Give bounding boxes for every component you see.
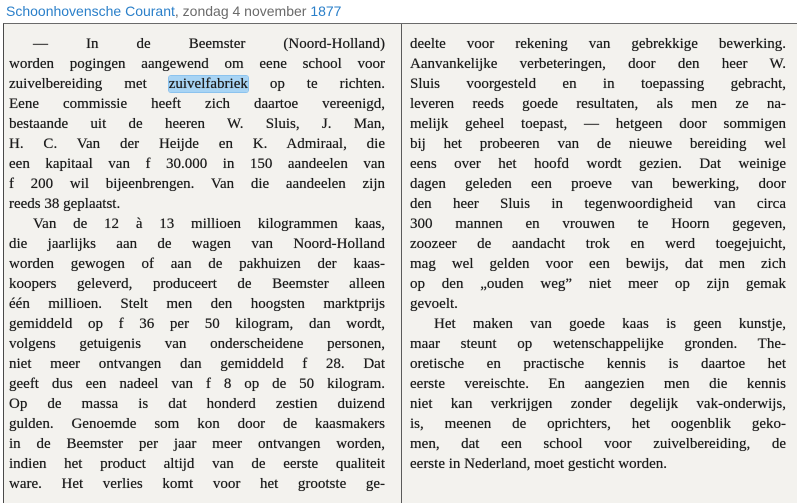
article-line: niet kan verkrijgen zonder degelijk vak-onderwijs, — [410, 396, 786, 412]
article-line: geeft dus een nadeel van f 8 op de 50 kilogram. — [9, 376, 385, 392]
article-line: oretische en practische kennis is daartoe het — [410, 356, 786, 372]
article-line: melijk geheel toepast, — hetgeen door sommigen — [410, 116, 786, 132]
article-line: worden pogingen aangewend om eene school voor — [9, 56, 385, 72]
year-link[interactable]: 1877 — [310, 3, 342, 19]
article-line: volgens getuigenis van onderscheidene personen, — [9, 336, 385, 352]
article-line: zoozeer de aandacht trok en werd toegejuicht, — [410, 236, 786, 252]
issue-date: , zondag 4 november — [174, 3, 311, 19]
newspaper-caption — [0, 0, 800, 22]
article-line: Op de massa is dat honderd zestien duizend — [9, 396, 385, 412]
article-line: maar steunt op wetenschappelijke gronden. The- — [410, 336, 786, 352]
article-line: Van de 12 à 13 millioen kilogrammen kaas, — [33, 216, 385, 232]
article-line: ware. Het verlies komt voor het grootste ge- — [9, 476, 385, 492]
article-column-left — [9, 34, 385, 494]
article-line: op den „ouden weg” niet meer op zijn gemak — [410, 276, 786, 292]
article-line: mag wel gelden voor een bewijs, dat men zich — [410, 256, 786, 272]
article-line: gemiddeld op f 36 per 50 kilogram, dan wordt, — [9, 316, 385, 332]
article-line: eerste in Nederland, moet gesticht worden. — [410, 456, 667, 472]
article-line: H. C. Van der Heijde en K. Admiraal, die — [9, 136, 385, 152]
article-line: niet meer ontvangen dan gemiddeld f 28. Dat — [9, 356, 385, 372]
article-line: is, meenen de oprichters, het oogenblik geko- — [410, 416, 786, 432]
article-line: dagen geleden een proeve van bewerking, door — [410, 176, 786, 192]
article-line: eens over het hoofd wordt gezien. Dat weinige — [410, 156, 786, 172]
article-line: koopers geleverd, produceert de Beemster alleen — [9, 276, 385, 292]
line-text: zuivelbereiding met — [9, 76, 169, 92]
article-line: deelte voor rekening van gebrekkige bewerking. — [410, 36, 786, 52]
article-line: gevoelt. — [410, 296, 458, 312]
article-line: Sluis voorgesteld en in toepassing gebracht, — [410, 76, 786, 92]
article-line: in de Beemster per jaar meer ontvangen worden, — [9, 436, 385, 452]
article-line: worden gewogen of aan de pakhuizen der kaas- — [9, 256, 385, 272]
article-line: 300 mannen en vrouwen te Hoorn gegeven, — [410, 216, 786, 232]
newspaper-scan[interactable] — [3, 23, 797, 503]
article-line: leveren reeds goede resultaten, als men ze na- — [410, 96, 786, 112]
newspaper-title-link[interactable]: Schoonhovensche Courant — [6, 3, 175, 19]
article-line: den heer Sluis in tegenwoordigheid van circa — [410, 196, 786, 212]
article-line: bij het probeeren van de nieuwe bereiding wel — [410, 136, 786, 152]
article-column-right — [410, 34, 786, 474]
article-line: die jaarlijks aan de wagen van Noord-Holland — [9, 236, 385, 252]
article-line: Het maken van goede kaas is geen kunstje, — [434, 316, 786, 332]
article-line: indien het product altijd van de eerste qualiteit — [9, 456, 385, 472]
search-term-highlight: zuivelfabriek — [168, 76, 248, 92]
line-text: op te richten. — [247, 76, 385, 92]
article-line: gulden. Genoemde som kon door de kaasmakers — [9, 416, 385, 432]
article-line: bestaande uit de heeren W. Sluis, J. Man, — [9, 116, 385, 132]
article-line: één millioen. Stelt men den hoogsten marktprijs — [9, 296, 385, 312]
article-line: een kapitaal van f 30.000 in 150 aandeelen van — [9, 156, 385, 172]
column-divider — [401, 24, 402, 503]
article-line: reeds 38 geplaatst. — [9, 196, 121, 212]
article-line: — In de Beemster (Noord-Holland) — [33, 36, 385, 52]
article-line: Aanvankelijke verbeteringen, door den heer W. — [410, 56, 786, 72]
article-line: men, dat een school voor zuivelbereiding, de — [410, 436, 786, 452]
article-line: Eene commissie heeft zich daartoe vereenigd, — [9, 96, 385, 112]
article-line — [9, 74, 385, 94]
article-line: f 200 wil bijeenbrengen. Van die aandeelen zijn — [9, 176, 385, 192]
article-line: eerste vereischte. En aangezien men die kennis — [410, 376, 786, 392]
